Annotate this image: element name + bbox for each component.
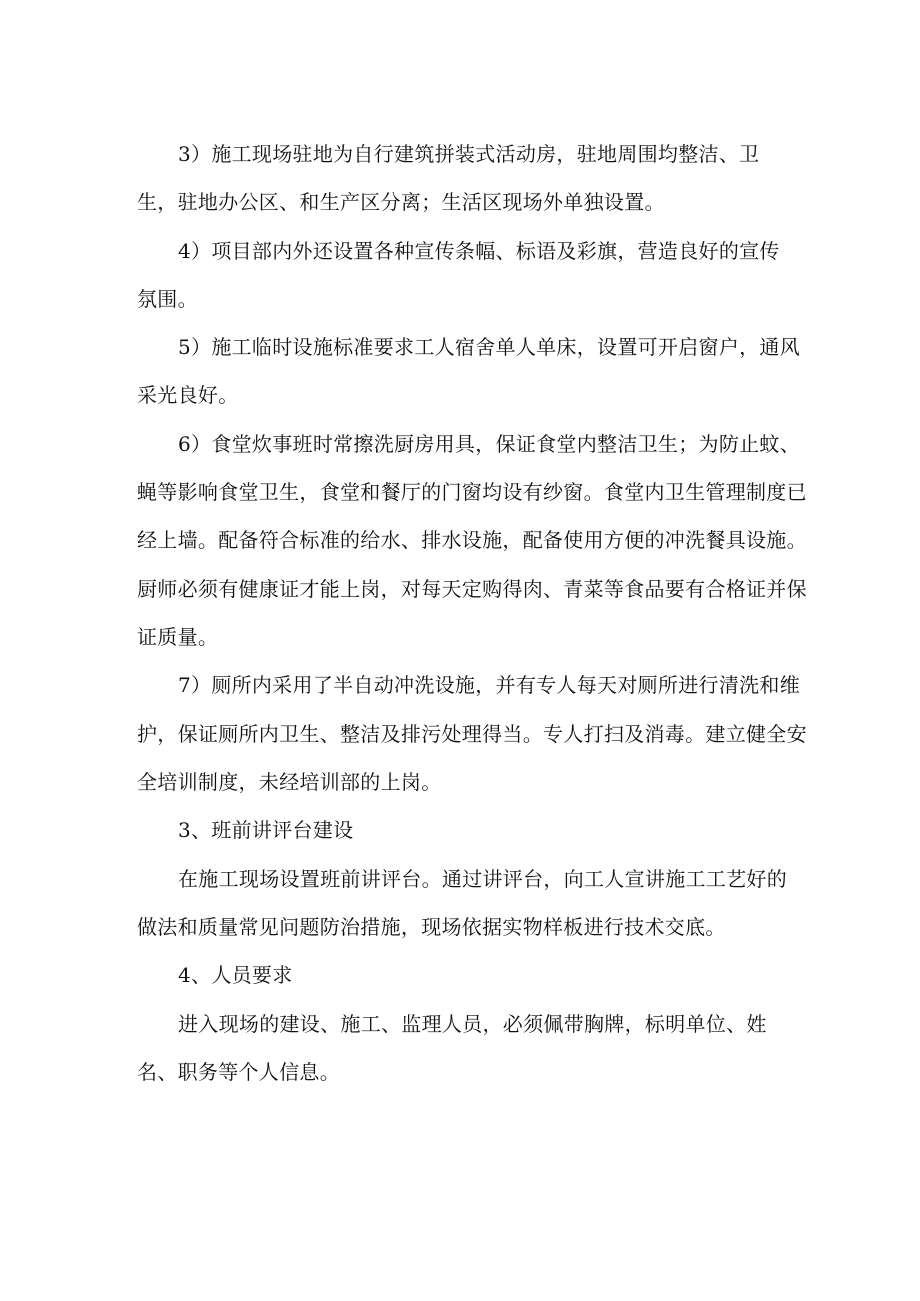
item-6-line-3: 经上墙。配备符合标准的给水、排水设施，配备使用方便的冲洗餐具设施。 <box>137 528 807 552</box>
section-heading-4: 4、人员要求 <box>178 963 293 987</box>
item-3-line-1: 3）施工现场驻地为自行建筑拼装式活动房，驻地周围均整洁、卫 <box>178 142 760 166</box>
section-3-line-2: 做法和质量常见问题防治措施，现场依据实物样板进行技术交底。 <box>137 915 726 939</box>
item-3-line-2: 生，驻地办公区、和生产区分离；生活区现场外单独设置。 <box>137 190 665 214</box>
item-4-line-1: 4）项目部内外还设置各种宣传条幅、标语及彩旗，营造良好的宣传 <box>178 239 780 263</box>
item-5-line-2: 采光良好。 <box>137 383 239 407</box>
section-3-line-1: 在施工现场设置班前讲评台。通过讲评台，向工人宣讲施工工艺好的 <box>178 867 787 891</box>
item-7-line-2: 护，保证厕所内卫生、整洁及排污处理得当。专人打扫及消毒。建立健全安 <box>137 722 807 746</box>
section-4-line-1: 进入现场的建设、施工、监理人员，必须佩带胸牌，标明单位、姓 <box>178 1012 767 1036</box>
item-4-line-2: 氛围。 <box>137 287 198 311</box>
section-4-line-2: 名、职务等个人信息。 <box>137 1060 340 1084</box>
item-6-line-4: 厨师必须有健康证才能上岗，对每天定购得肉、青菜等食品要有合格证并保 <box>137 577 807 601</box>
item-6-line-1: 6）食堂炊事班时常擦洗厨房用具，保证食堂内整洁卫生；为防止蚊、 <box>178 432 801 456</box>
item-5-line-1: 5）施工临时设施标准要求工人宿舍单人单床，设置可开启窗户，通风 <box>178 335 801 359</box>
item-6-line-5: 证质量。 <box>137 625 219 649</box>
section-heading-3: 3、班前讲评台建设 <box>178 818 354 842</box>
item-6-line-2: 蝇等影响食堂卫生，食堂和餐厅的门窗均设有纱窗。食堂内卫生管理制度已 <box>137 480 807 504</box>
item-7-line-1: 7）厕所内采用了半自动冲洗设施，并有专人每天对厕所进行清洗和维 <box>178 673 801 697</box>
item-7-line-3: 全培训制度，未经培训部的上岗。 <box>137 770 442 794</box>
